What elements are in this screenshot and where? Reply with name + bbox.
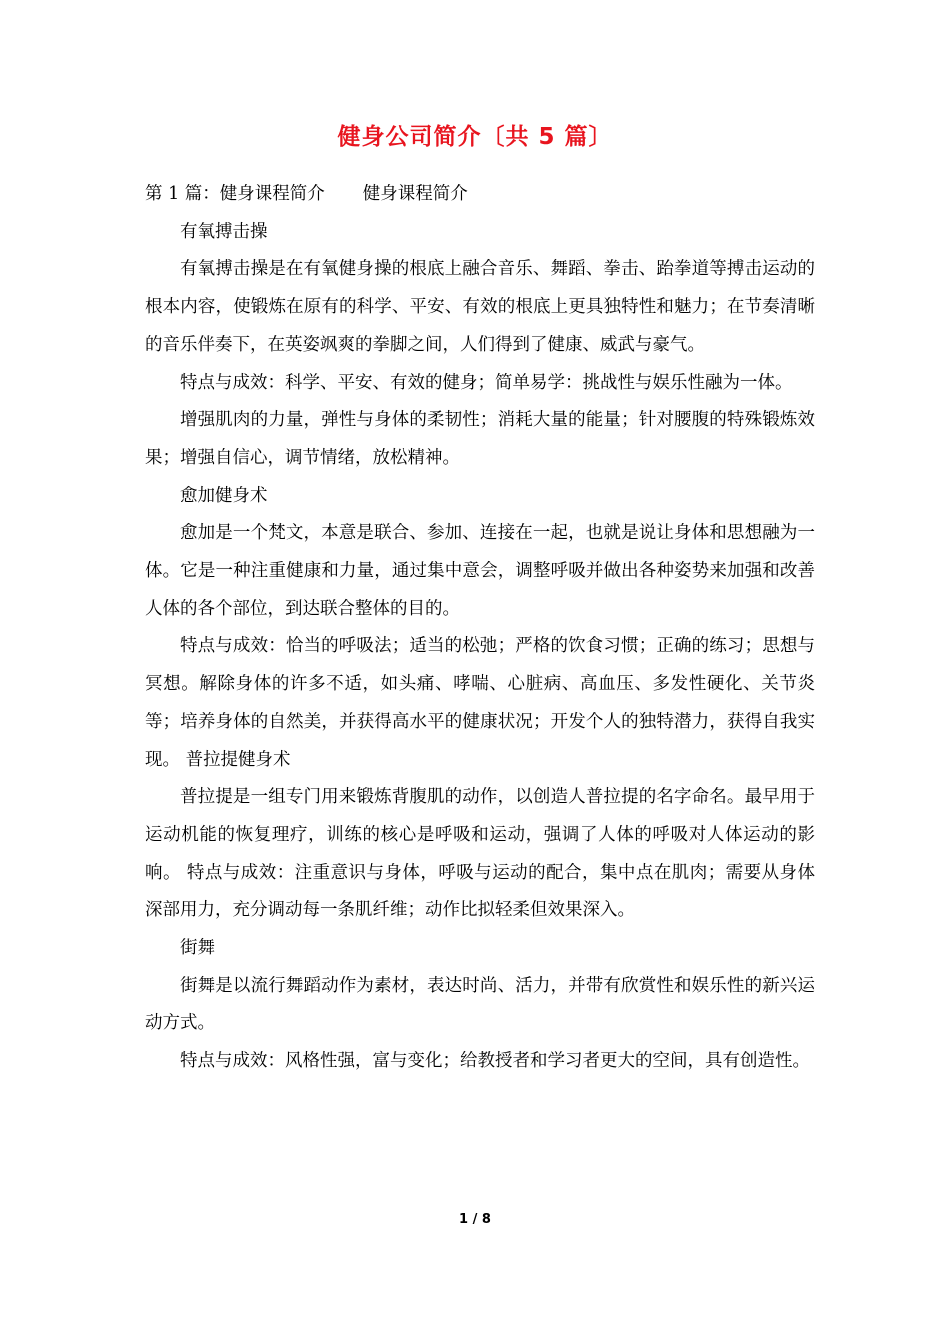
section-heading <box>145 176 815 214</box>
paragraph: 增强肌肉的力量，弹性与身体的柔韧性；消耗大量的能量；针对腰腹的特殊锻炼效果；增强自信心，调节情绪，放松精神。 <box>145 410 815 468</box>
paragraph: 有氧搏击操 <box>180 221 268 242</box>
paragraph: 街舞是以流行舞蹈动作为素材，表达时尚、活力，并带有欣赏性和娱乐性的新兴运动方式。 <box>145 975 815 1034</box>
document-body <box>145 176 815 1081</box>
paragraph: 街舞 <box>180 938 215 959</box>
section-heading-part: 第 1 篇：健身课程简介 <box>145 184 325 204</box>
paragraph: 特点与成效：恰当的呼吸法；适当的松弛；严格的饮食习惯；正确的练习；思想与冥想。解除身体的许多不适，如头痛、哮喘、心脏病、高血压、多发性硬化、关节炎等；培养身体的自然美，并获得高水平的健康状况；开发个人的独特潜力，获得自我实现。 普拉提健身术 <box>145 636 815 770</box>
paragraph: 有氧搏击操是在有氧健身操的根底上融合音乐、舞蹈、拳击、跆拳道等搏击运动的根本内容，使锻炼在原有的科学、平安、有效的根底上更具独特性和魅力；在节奏清晰的音乐伴奏下，在英姿飒爽的拳脚之间，人们得到了健康、威武与豪气。 <box>145 259 815 355</box>
paragraph: 愈加是一个梵文，本意是联合、参加、连接在一起，也就是说让身体和思想融为一体。它是一种注重健康和力量，通过集中意会，调整呼吸并做出各种姿势来加强和改善人体的各个部位，到达联合整体的目的。 <box>145 523 815 619</box>
paragraph: 特点与成效：风格性强，富与变化；给教授者和学习者更大的空间，具有创造性。 <box>180 1051 810 1072</box>
section-subheading: 健身课程简介 <box>362 184 468 204</box>
document-title: 健身公司简介〔共 5 篇〕 <box>337 124 613 150</box>
paragraph: 普拉提是一组专门用来锻炼背腹肌的动作，以创造人普拉提的名字命名。最早用于运动机能的恢复理疗，训练的核心是呼吸和运动，强调了人体的呼吸对人体运动的影响。 特点与成效：注重意识与身体，呼吸与运动的配合，集中点在肌肉；需要从身体深部用力，充分调动每一条肌纤维；动作比拟轻柔但效果深入。 <box>145 787 815 921</box>
paragraph: 特点与成效：科学、平安、有效的健身；简单易学：挑战性与娱乐性融为一体。 <box>180 372 793 393</box>
paragraph: 愈加健身术 <box>180 485 268 506</box>
page-number: 1 / 8 <box>459 1212 491 1227</box>
